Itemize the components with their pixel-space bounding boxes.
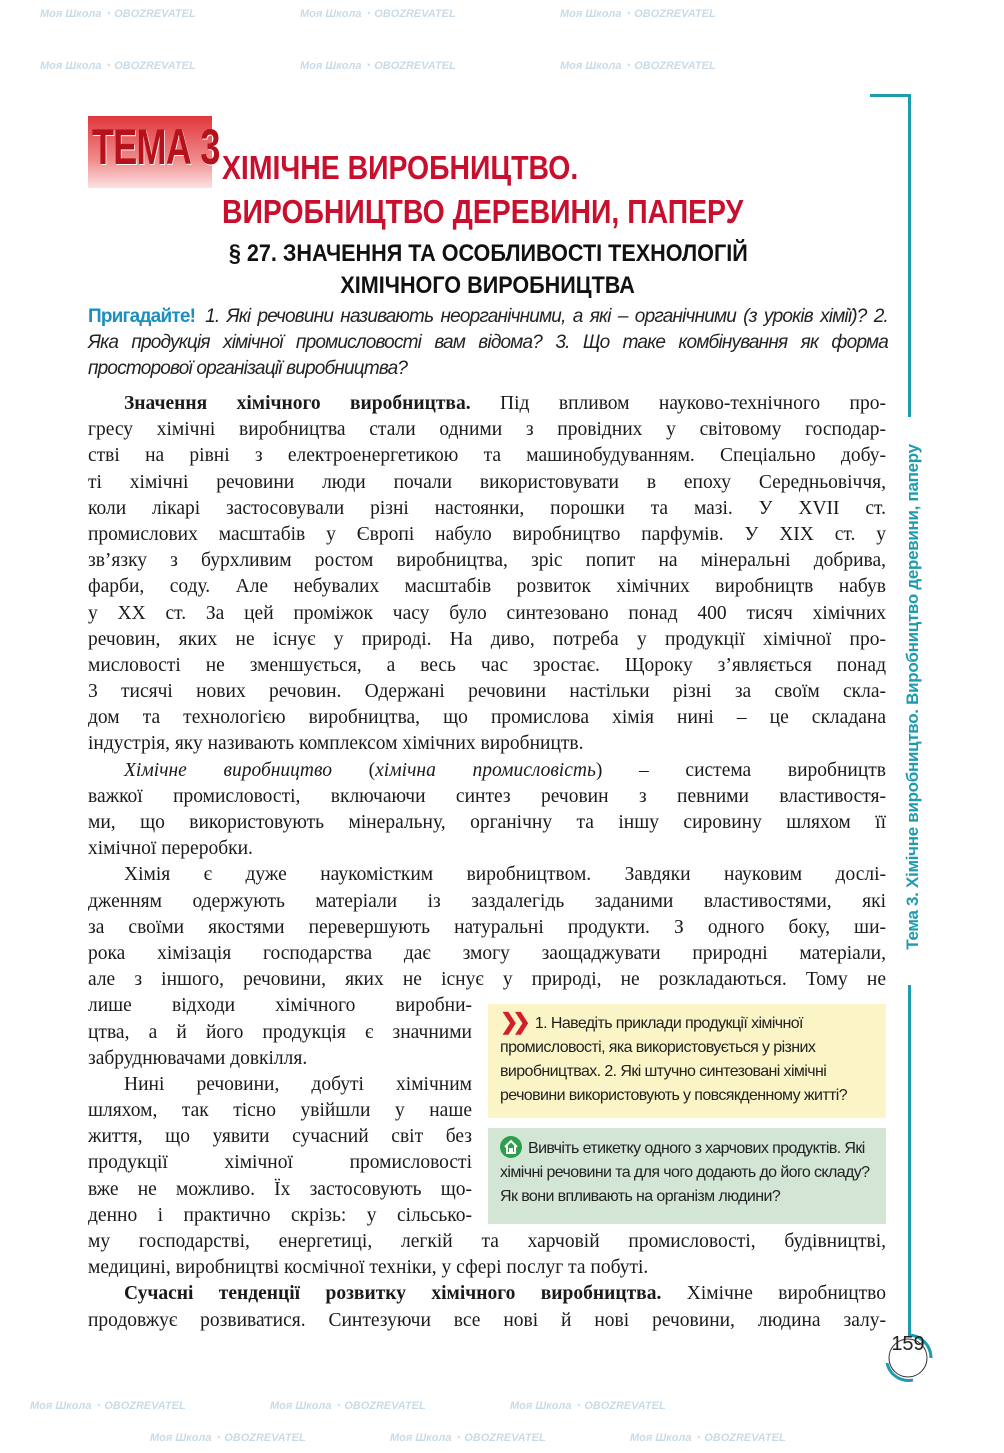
body-line (88, 731, 886, 757)
section-title (88, 238, 888, 302)
line-text: ми, що використовують мінеральну, органічну та іншу сировину шляхом її (88, 812, 886, 833)
body-line (88, 1098, 472, 1124)
body-line (88, 862, 886, 888)
line-text: життя, що уявити сучасний світ без (88, 1126, 472, 1148)
home-icon (500, 1136, 522, 1158)
body-line (88, 941, 886, 967)
body-line (88, 1124, 472, 1150)
remind-label: Пригадайте! (88, 306, 196, 327)
line-text: вже не можливо. Їх застосовують що- (88, 1178, 472, 1200)
line-text: за своїми якостями перевершують натуральні продукти. З одного боку, ши- (88, 916, 886, 938)
body-line (88, 758, 886, 784)
body-line (88, 889, 886, 915)
body-line (88, 601, 886, 627)
double-chevron-right-icon: ❯❯ (500, 1009, 525, 1034)
section-title-line: ХІМІЧНОГО ВИРОБНИЦТВА (340, 272, 636, 299)
line-text: забруднювачами довкілля. (88, 1047, 308, 1069)
line-text: мисловості не зменшується, а весь час зростає. Щороку з’являється понад (88, 654, 886, 676)
body-line (88, 443, 886, 469)
line-text: але з іншого, речовини, яких не існує у природі, не розкладаються. Тому не (88, 969, 886, 991)
body-line (88, 653, 886, 679)
line-text: ( (331, 759, 376, 781)
watermark: Моя Школа ◔ OBOZREVATEL (560, 60, 716, 72)
body-line (88, 1308, 886, 1334)
page-number-text: 159 (891, 1333, 925, 1355)
line-text: продукції хімічної промисловості (88, 1152, 472, 1174)
body-line (88, 417, 886, 443)
body-line (88, 391, 886, 417)
watermark: Моя Школа ◔ OBOZREVATEL (560, 8, 716, 20)
body-line (88, 1150, 472, 1176)
watermark: Моя Школа ◔ OBOZREVATEL (270, 1400, 426, 1412)
running-title: Тема 3. Хімічне виробництво. Виробництво деревини, паперу (903, 444, 922, 950)
bold-term: Сучасні тенденції розвитку хімічного виробництва. (124, 1283, 662, 1305)
body-line (88, 470, 886, 496)
line-text: рока хімізація господарства дає змогу заощаджувати природні матеріали, (88, 942, 886, 964)
watermark: Моя Школа ◔ OBOZREVATEL (510, 1400, 666, 1412)
line-text: у XX ст. За цей проміжок часу було синтезовано понад 400 тисяч хімічних (88, 602, 886, 624)
body-line (88, 810, 886, 836)
margin-rail (870, 94, 911, 97)
questions-text: 1. Наведіть приклади продукції хімічної промисловості, яка використовується у різних виробництвах. 2. Які штучно синтезовані хімічні речовини використовують у повсякденному житті? (500, 1015, 848, 1104)
line-text: важкої промисловості, включаючи синтез речовин з певними властивостя- (88, 785, 886, 807)
line-text: Хімічне виробництво (661, 1283, 887, 1305)
body-line (88, 1046, 472, 1072)
remind-text: 1. Які речовини називають неорганічними, а які – органічними (з уроків хімії)? 2. Яка продукція хімічної промисловості вам відома? 3. Що таке комбінування як форма просторової організації виробництва? (88, 306, 888, 379)
body-line (88, 1072, 472, 1098)
line-text: денно і практично скрізь: у сільсько- (88, 1204, 472, 1226)
questions-box (488, 1004, 886, 1118)
line-text: цтва, а й його продукція є значними (88, 1021, 472, 1043)
topic-badge: ТЕМА 3 (92, 119, 220, 175)
italic-term: Хімічне виробництво (124, 759, 332, 781)
body-line (88, 1020, 472, 1046)
line-text: ) – система виробництв (595, 759, 886, 781)
home-task-box (488, 1128, 886, 1224)
line-text: дженням одержують матеріали із заздалегідь заданими властивостями, які (88, 890, 886, 912)
line-text: гресу хімічні виробництва стали одними з провідних у світовому господар- (88, 419, 886, 441)
body-line (88, 993, 472, 1019)
line-text: медицині, виробництві космічної техніки, у сфері послуг та побуті. (88, 1257, 649, 1279)
body-line (88, 967, 886, 993)
line-text: 3 тисячі нових речовин. Одержані речовини настільки різні за своїм скла- (88, 681, 886, 703)
body-line (88, 1281, 886, 1307)
home-task-text: Вивчіть етикетку одного з харчових продуктів. Які хімічні речовини та для чого додають до його складу? Як вони впливають на організм людини? (500, 1140, 870, 1205)
topic-title-line: ВИРОБНИЦТВО ДЕРЕВИНИ, ПАПЕРУ (222, 193, 744, 230)
line-text: зв’язку з бурхливим ростом виробництва, зріс попит на мінеральні добрива, (88, 550, 886, 572)
watermark: Моя Школа ◔ OBOZREVATEL (630, 1432, 786, 1444)
body-line (88, 1229, 886, 1255)
margin-rail (908, 985, 911, 1335)
body-line (88, 1203, 472, 1229)
watermark: Моя Школа ◔ OBOZREVATEL (40, 8, 196, 20)
watermark: Моя Школа ◔ OBOZREVATEL (40, 60, 196, 72)
line-text: стві на рівні з електроенергетикою та машинобудуванням. Спеціально добу- (88, 445, 886, 467)
line-text: Нині речовини, добуті хімічним (124, 1073, 472, 1095)
line-text: дом та технологією виробництва, що промислова хімія нині – це складана (88, 707, 886, 729)
body-line (88, 1177, 472, 1203)
line-text: фарби, соду. Але небувалих масштабів розвиток хімічних виробництв набув (88, 576, 886, 598)
section-title-line: § 27. ЗНАЧЕННЯ ТА ОСОБЛИВОСТІ ТЕХНОЛОГІЙ (228, 240, 748, 267)
body-line (88, 705, 886, 731)
body-line (88, 522, 886, 548)
body-line (88, 836, 886, 862)
body-line (88, 1255, 886, 1281)
watermark: Моя Школа ◔ OBOZREVATEL (150, 1432, 306, 1444)
line-text: шляхом, так тісно увійшли у наше (88, 1100, 472, 1122)
watermark: Моя Школа ◔ OBOZREVATEL (300, 60, 456, 72)
line-text: му господарстві, енергетиці, легкій та харчовій промисловості, будівництві, (88, 1231, 886, 1252)
body-line (88, 574, 886, 600)
line-text: лише відходи хімічного виробни- (88, 995, 472, 1017)
body-line (88, 679, 886, 705)
line-text: хімічної переробки. (88, 838, 253, 860)
topic-title (222, 146, 743, 234)
remind-block (88, 304, 888, 382)
body-line (88, 496, 886, 522)
watermark: Моя Школа ◔ OBOZREVATEL (30, 1400, 186, 1412)
line-text: ті хімічні речовини люди почали використовувати в епоху Середньовіччя, (88, 471, 886, 493)
line-text: індустрія, яку називають комплексом хімічних виробництв. (88, 733, 584, 755)
body-line (88, 784, 886, 810)
margin-rail (908, 95, 911, 417)
line-text: коли лікарі застосовували різні настоянки, порошки та мазі. У XVII ст. (88, 497, 886, 519)
page-number (883, 1333, 933, 1383)
line-text: Під впливом науково-технічного про- (470, 393, 886, 414)
body-line (88, 627, 886, 653)
line-text: продовжує розвиватися. Синтезуючи все нові й нові речовини, людина залу- (88, 1309, 886, 1331)
watermark: Моя Школа ◔ OBOZREVATEL (300, 8, 456, 20)
italic-term: хімічна промисловість (375, 759, 596, 781)
body-line (88, 915, 886, 941)
line-text: речовин, яких не існує у природі. На диво, потреба у продукції хімічної про- (88, 628, 886, 650)
line-text: Хімія є дуже наукомістким виробництвом. Завдяки науковим дослі- (124, 864, 886, 886)
line-text: промислових масштабів у Європі набуло виробництво парфумів. У XIX ст. у (88, 523, 886, 545)
body-line (88, 548, 886, 574)
topic-title-line: ХІМІЧНЕ ВИРОБНИЦТВО. (222, 149, 579, 186)
bold-term: Значення хімічного виробництва. (124, 393, 471, 414)
watermark: Моя Школа ◔ OBOZREVATEL (390, 1432, 546, 1444)
